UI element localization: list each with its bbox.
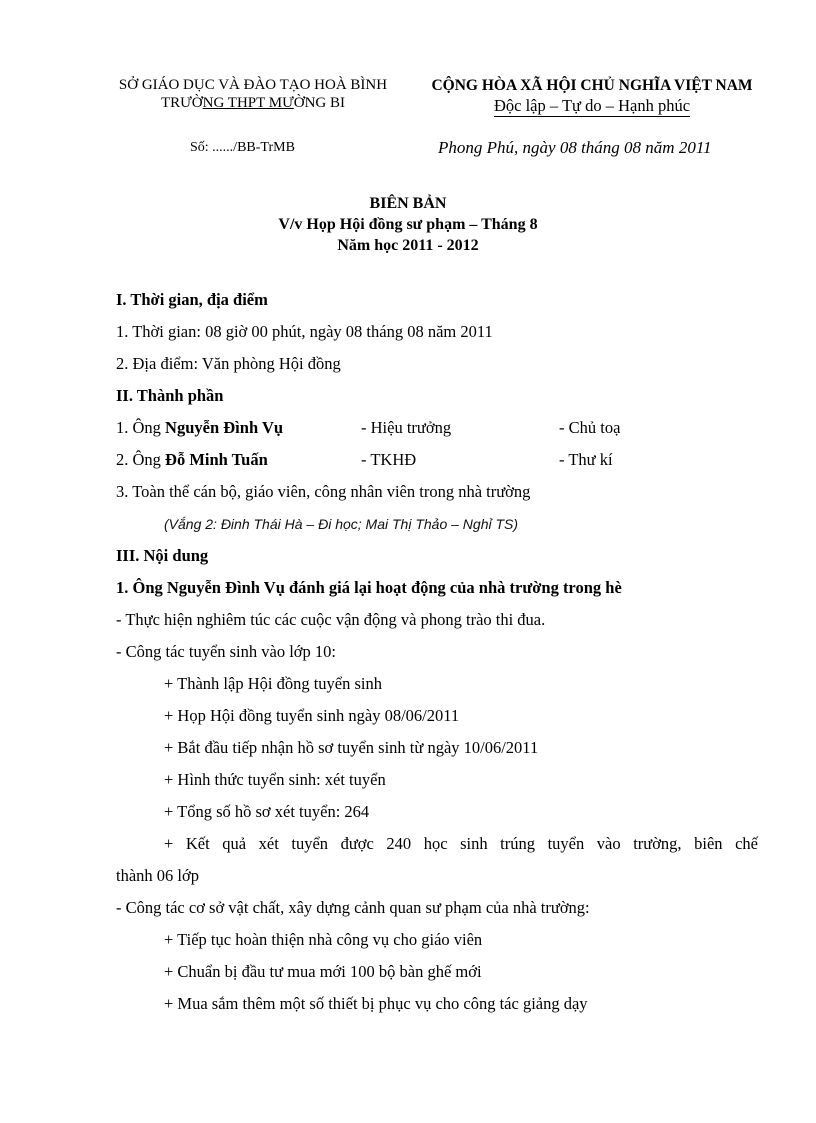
document-title: [0, 193, 816, 256]
meeting-time: 1. Thời gian: 08 giờ 00 phút, ngày 08 tháng 08 năm 2011: [116, 322, 493, 341]
enroll-point: + Bắt đầu tiếp nhận hồ sơ tuyển sinh từ ngày 10/06/2011: [164, 738, 539, 757]
country-name: CỘNG HÒA XÃ HỘI CHỦ NGHĨA VIỆT NAM: [431, 77, 753, 94]
enroll-result-line-1: + Kết quả xét tuyển được 240 học sinh trúng tuyển vào trường, biên chế: [164, 834, 758, 853]
agency-name: SỞ GIÁO DỤC VÀ ĐÀO TẠO HOÀ BÌNH: [118, 77, 388, 93]
enroll-result-line-2: thành 06 lớp: [116, 866, 199, 885]
participant-2-name: Đỗ Minh Tuấn: [165, 450, 268, 469]
title-line-3: Năm học 2011 - 2012: [337, 237, 479, 254]
title-line-1: BIÊN BẢN: [369, 195, 447, 212]
place-and-date: Phong Phú, ngày 08 tháng 08 năm 2011: [438, 138, 712, 157]
participant-1-prefix: 1. Ông: [116, 418, 166, 437]
item-campaign: - Thực hiện nghiêm túc các cuộc vận động và phong trào thi đua.: [116, 610, 546, 629]
enroll-point: + Hình thức tuyển sinh: xét tuyển: [164, 770, 386, 789]
participant-1-name: Nguyễn Đình Vụ: [165, 418, 284, 437]
school-name: [161, 94, 345, 112]
participant-2-prefix: 2. Ông: [116, 450, 166, 469]
participant-1-role: - Chủ toạ: [559, 418, 621, 437]
facility-point: + Chuẩn bị đầu tư mua mới 100 bộ bàn ghế mới: [164, 962, 482, 981]
participant-2-position: - TKHĐ: [361, 450, 417, 469]
enroll-point: + Họp Hội đồng tuyển sinh ngày 08/06/2011: [164, 706, 460, 725]
absent-note: (Vắng 2: Đinh Thái Hà – Đi học; Mai Thị Thảo – Nghỉ TS): [164, 516, 519, 532]
participant-row-2: [116, 444, 758, 476]
enroll-point: + Tổng số hồ sơ xét tuyển: 264: [164, 802, 370, 821]
meeting-place: 2. Địa điểm: Văn phòng Hội đồng: [116, 354, 341, 373]
section-heading-content: III. Nội dung: [116, 546, 209, 565]
issuer-header: [98, 76, 408, 112]
participant-1-position: - Hiệu trưởng: [361, 418, 452, 437]
facility-point: + Tiếp tục hoàn thiện nhà công vụ cho giáo viên: [164, 930, 483, 949]
section-heading-participants: II. Thành phần: [116, 386, 224, 405]
title-line-2: V/v Họp Hội đồng sư phạm – Tháng 8: [278, 216, 538, 233]
school-name-suffix: ỜNG BI: [293, 95, 345, 111]
document-number: Số: ....../BB-TrMB: [190, 140, 295, 155]
content-subheading-1: 1. Ông Nguyễn Đình Vụ đánh giá lại hoạt động của nhà trường trong hè: [116, 578, 622, 597]
participant-row-1: [116, 412, 758, 444]
national-header: [414, 76, 770, 117]
facility-point: + Mua sắm thêm một số thiết bị phục vụ cho công tác giảng dạy: [164, 994, 588, 1013]
all-staff: 3. Toàn thể cán bộ, giáo viên, công nhân viên trong nhà trường: [116, 482, 531, 501]
participant-2-role: - Thư kí: [559, 450, 613, 469]
item-facilities: - Công tác cơ sở vật chất, xây dựng cảnh quan sư phạm của nhà trường:: [116, 898, 590, 917]
school-name-underlined: NG THPT MƯ: [202, 95, 294, 111]
section-heading-time-place: I. Thời gian, địa điểm: [116, 290, 268, 309]
national-motto: Độc lập – Tự do – Hạnh phúc: [493, 96, 691, 115]
enroll-point: + Thành lập Hội đồng tuyển sinh: [164, 674, 382, 693]
item-enrollment: - Công tác tuyển sinh vào lớp 10:: [116, 642, 336, 661]
document-body: [116, 284, 758, 1020]
school-name-prefix: TRƯỜ: [161, 95, 203, 111]
